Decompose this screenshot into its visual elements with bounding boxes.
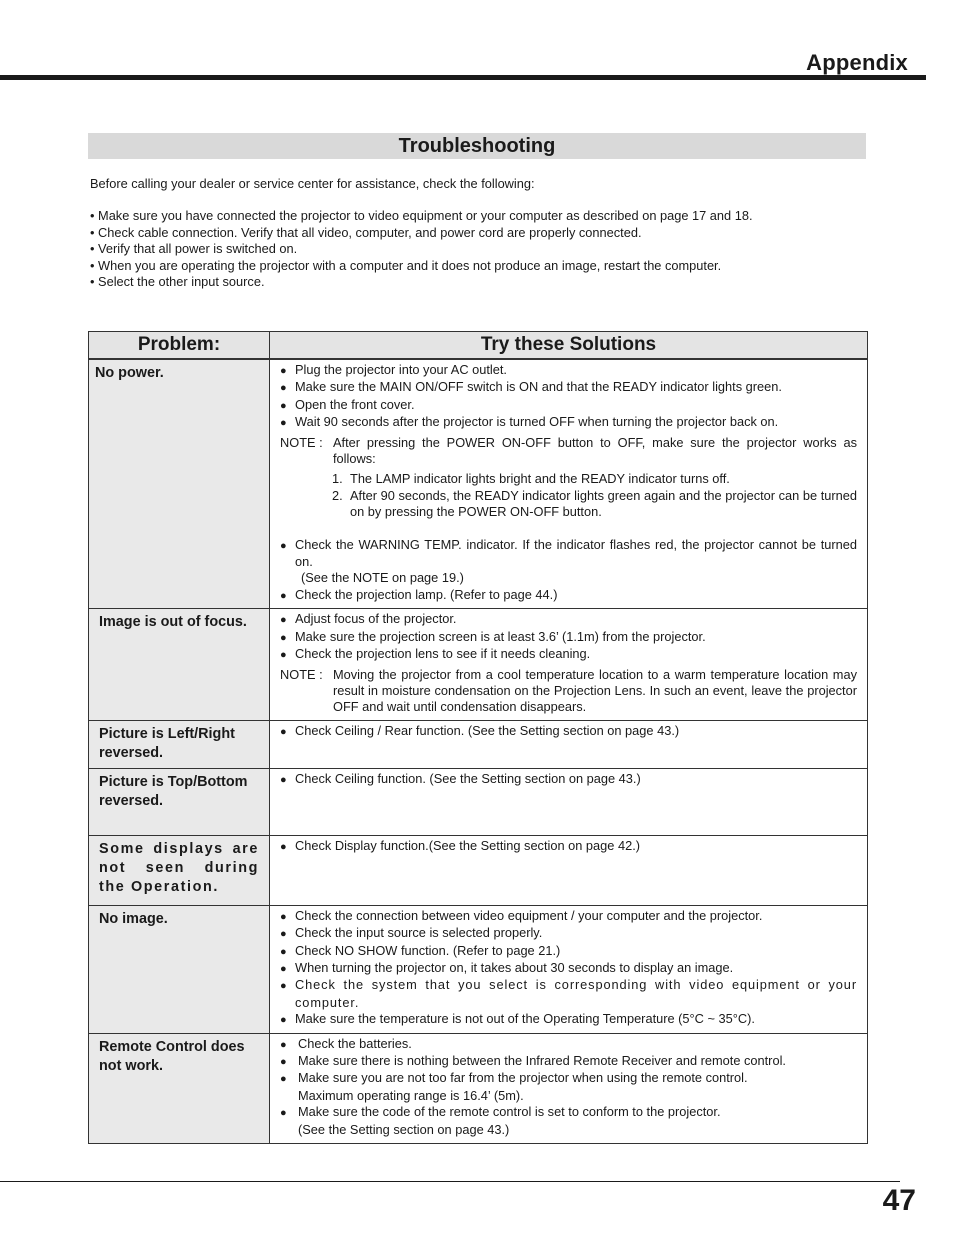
intro-item: • Make sure you have connected the projector to video equipment or your computer as described on page 17 and 18. xyxy=(90,208,753,224)
solution-item: ● Wait 90 seconds after the projector is turned OFF when turning the projector back on. xyxy=(280,414,857,431)
bullet-icon: ● xyxy=(280,365,287,377)
solution-item: ● Check the WARNING TEMP. indicator. If the indicator flashes red, the projector cannot be turned on. xyxy=(280,536,857,570)
solution-subline: (See the NOTE on page 19.) xyxy=(301,570,464,586)
intro-item: • Check cable connection. Verify that all video, computer, and power cord are properly connected. xyxy=(90,224,642,240)
problem-cell xyxy=(89,768,270,835)
solution-cell xyxy=(270,768,868,835)
problem-text: Remote Control does not work. xyxy=(99,1038,245,1074)
bullet-icon: ● xyxy=(280,928,287,941)
problem-cell xyxy=(89,609,270,720)
bullet-icon: ● xyxy=(280,649,287,662)
solution-cell xyxy=(270,835,868,905)
bullet-icon: ● xyxy=(280,1038,287,1051)
note: NOTE : Moving the projector from a cool temperature location to a warm temperature location may result in moisture condensation on the Projection Lens. In such an event, leave the projector OFF and wait until condensation disappears. xyxy=(280,666,857,715)
solution-item: ● Make sure you are not too far from the projector when using the remote control. xyxy=(280,1070,857,1087)
solution-item: ● Check Ceiling / Rear function. (See the Setting section on page 43.) xyxy=(280,723,857,740)
header-rule xyxy=(0,75,926,80)
solution-item: ● Check the input source is selected properly. xyxy=(280,925,857,942)
bullet-icon: ● xyxy=(280,614,287,627)
intro-item: • When you are operating the projector with a computer and it does not produce an image, restart the computer. xyxy=(90,257,722,273)
intro-item: • Verify that all power is switched on. xyxy=(90,241,298,257)
problem-cell xyxy=(89,835,270,905)
solution-item: ● Check Display function.(See the Setting section on page 42.) xyxy=(280,838,857,855)
bullet-icon: ● xyxy=(280,382,287,395)
note-step: 2. After 90 seconds, the READY indicator lights green again and the projector can be turned on by pressing the POWER ON-OFF button. xyxy=(332,487,857,520)
solution-item: ● Check Ceiling function. (See the Setting section on page 43.) xyxy=(280,771,857,788)
bullet-icon: ● xyxy=(280,962,287,975)
problem-text: Image is out of focus. xyxy=(99,614,247,631)
solution-item: ● Make sure there is nothing between the Infrared Remote Receiver and remote control. xyxy=(280,1053,857,1070)
solution-item: ● Check the projection lens to see if it needs cleaning. xyxy=(280,646,857,663)
table-row xyxy=(89,835,868,905)
solution-column-header: Try these Solutions xyxy=(270,332,868,360)
problem-text: Picture is Left/Right reversed. xyxy=(99,725,235,761)
solution-cell xyxy=(270,720,868,768)
page-title: Troubleshooting xyxy=(398,135,556,157)
intro-block xyxy=(90,176,870,290)
bullet-icon: ● xyxy=(280,589,287,602)
solution-subline: (See the Setting section on page 43.) xyxy=(298,1121,510,1137)
title-bar xyxy=(88,133,866,159)
page-number: 47 xyxy=(882,1184,916,1217)
bullet-icon: ● xyxy=(280,980,288,993)
solution-cell xyxy=(270,905,868,1033)
problem-text: No image. xyxy=(99,910,168,927)
solution-item: ● Open the front cover. xyxy=(280,397,857,414)
table-row xyxy=(89,359,868,609)
bullet-icon: ● xyxy=(280,1014,287,1027)
solution-item: ● Adjust focus of the projector. xyxy=(280,611,857,628)
bullet-icon: ● xyxy=(280,725,287,738)
bullet-icon: ● xyxy=(280,399,287,412)
problem-cell xyxy=(89,359,270,609)
bullet-icon: ● xyxy=(280,1073,287,1086)
problem-text: No power. xyxy=(95,365,164,381)
problem-text: Picture is Top/Bottom reversed. xyxy=(99,773,248,809)
table-row xyxy=(89,768,868,835)
troubleshooting-table xyxy=(88,331,868,1144)
intro-lead: Before calling your dealer or service center for assistance, check the following: xyxy=(90,176,535,191)
bullet-icon: ● xyxy=(280,631,287,644)
solution-item: ● Make sure the projection screen is at least 3.6’ (1.1m) from the projector. xyxy=(280,629,857,646)
intro-item: • Select the other input source. xyxy=(90,274,265,290)
note: NOTE : After pressing the POWER ON-OFF button to OFF, make sure the projector works as follows: xyxy=(280,434,857,467)
solution-cell xyxy=(270,1033,868,1143)
solution-cell xyxy=(270,609,868,720)
solution-item: ● Make sure the MAIN ON/OFF switch is ON and that the READY indicator lights green. xyxy=(280,379,857,396)
solution-item: ● Check the connection between video equipment / your computer and the projector. xyxy=(280,908,857,925)
bullet-icon: ● xyxy=(280,539,287,552)
bullet-icon: ● xyxy=(280,945,287,958)
problem-cell xyxy=(89,1033,270,1143)
bullet-icon: ● xyxy=(280,417,287,430)
problem-cell xyxy=(89,905,270,1033)
note-step: 1. The LAMP indicator lights bright and the READY indicator turns off. xyxy=(332,471,730,487)
table-row xyxy=(89,905,868,1033)
solution-item: ● Plug the projector into your AC outlet. xyxy=(280,362,857,379)
solution-item: ● Make sure the code of the remote control is set to conform to the projector. xyxy=(280,1104,857,1121)
note-label: NOTE : xyxy=(280,434,323,450)
solution-cell xyxy=(270,359,868,609)
solution-item: ● Check the batteries. xyxy=(280,1036,857,1053)
solution-item: ● Check the system that you select is corresponding with video equipment or your computer. xyxy=(280,977,857,1010)
bullet-icon: ● xyxy=(280,840,287,853)
table-row xyxy=(89,609,868,720)
section-label: Appendix xyxy=(806,50,908,75)
bullet-icon: ● xyxy=(280,910,287,923)
problem-text: Some displays are not seen during the Operation. xyxy=(99,840,259,895)
note-label: NOTE : xyxy=(280,666,323,682)
table-row xyxy=(89,720,868,768)
solution-item: ● Make sure the temperature is not out of the Operating Temperature (5°C ~ 35°C). xyxy=(280,1011,857,1028)
bullet-icon: ● xyxy=(280,1107,287,1120)
bullet-icon: ● xyxy=(280,1055,287,1068)
solution-item: ● Check the projection lamp. (Refer to page 44.) xyxy=(280,587,857,604)
solution-subline: Maximum operating range is 16.4’ (5m). xyxy=(298,1087,524,1103)
bullet-icon: ● xyxy=(280,773,287,786)
table-row xyxy=(89,1033,868,1143)
problem-column-header: Problem: xyxy=(89,332,270,360)
problem-cell xyxy=(89,720,270,768)
table-header-row xyxy=(89,332,868,360)
footer-rule xyxy=(0,1181,900,1182)
solution-item: ● When turning the projector on, it takes about 30 seconds to display an image. xyxy=(280,960,857,977)
solution-item: ● Check NO SHOW function. (Refer to page 21.) xyxy=(280,943,857,960)
